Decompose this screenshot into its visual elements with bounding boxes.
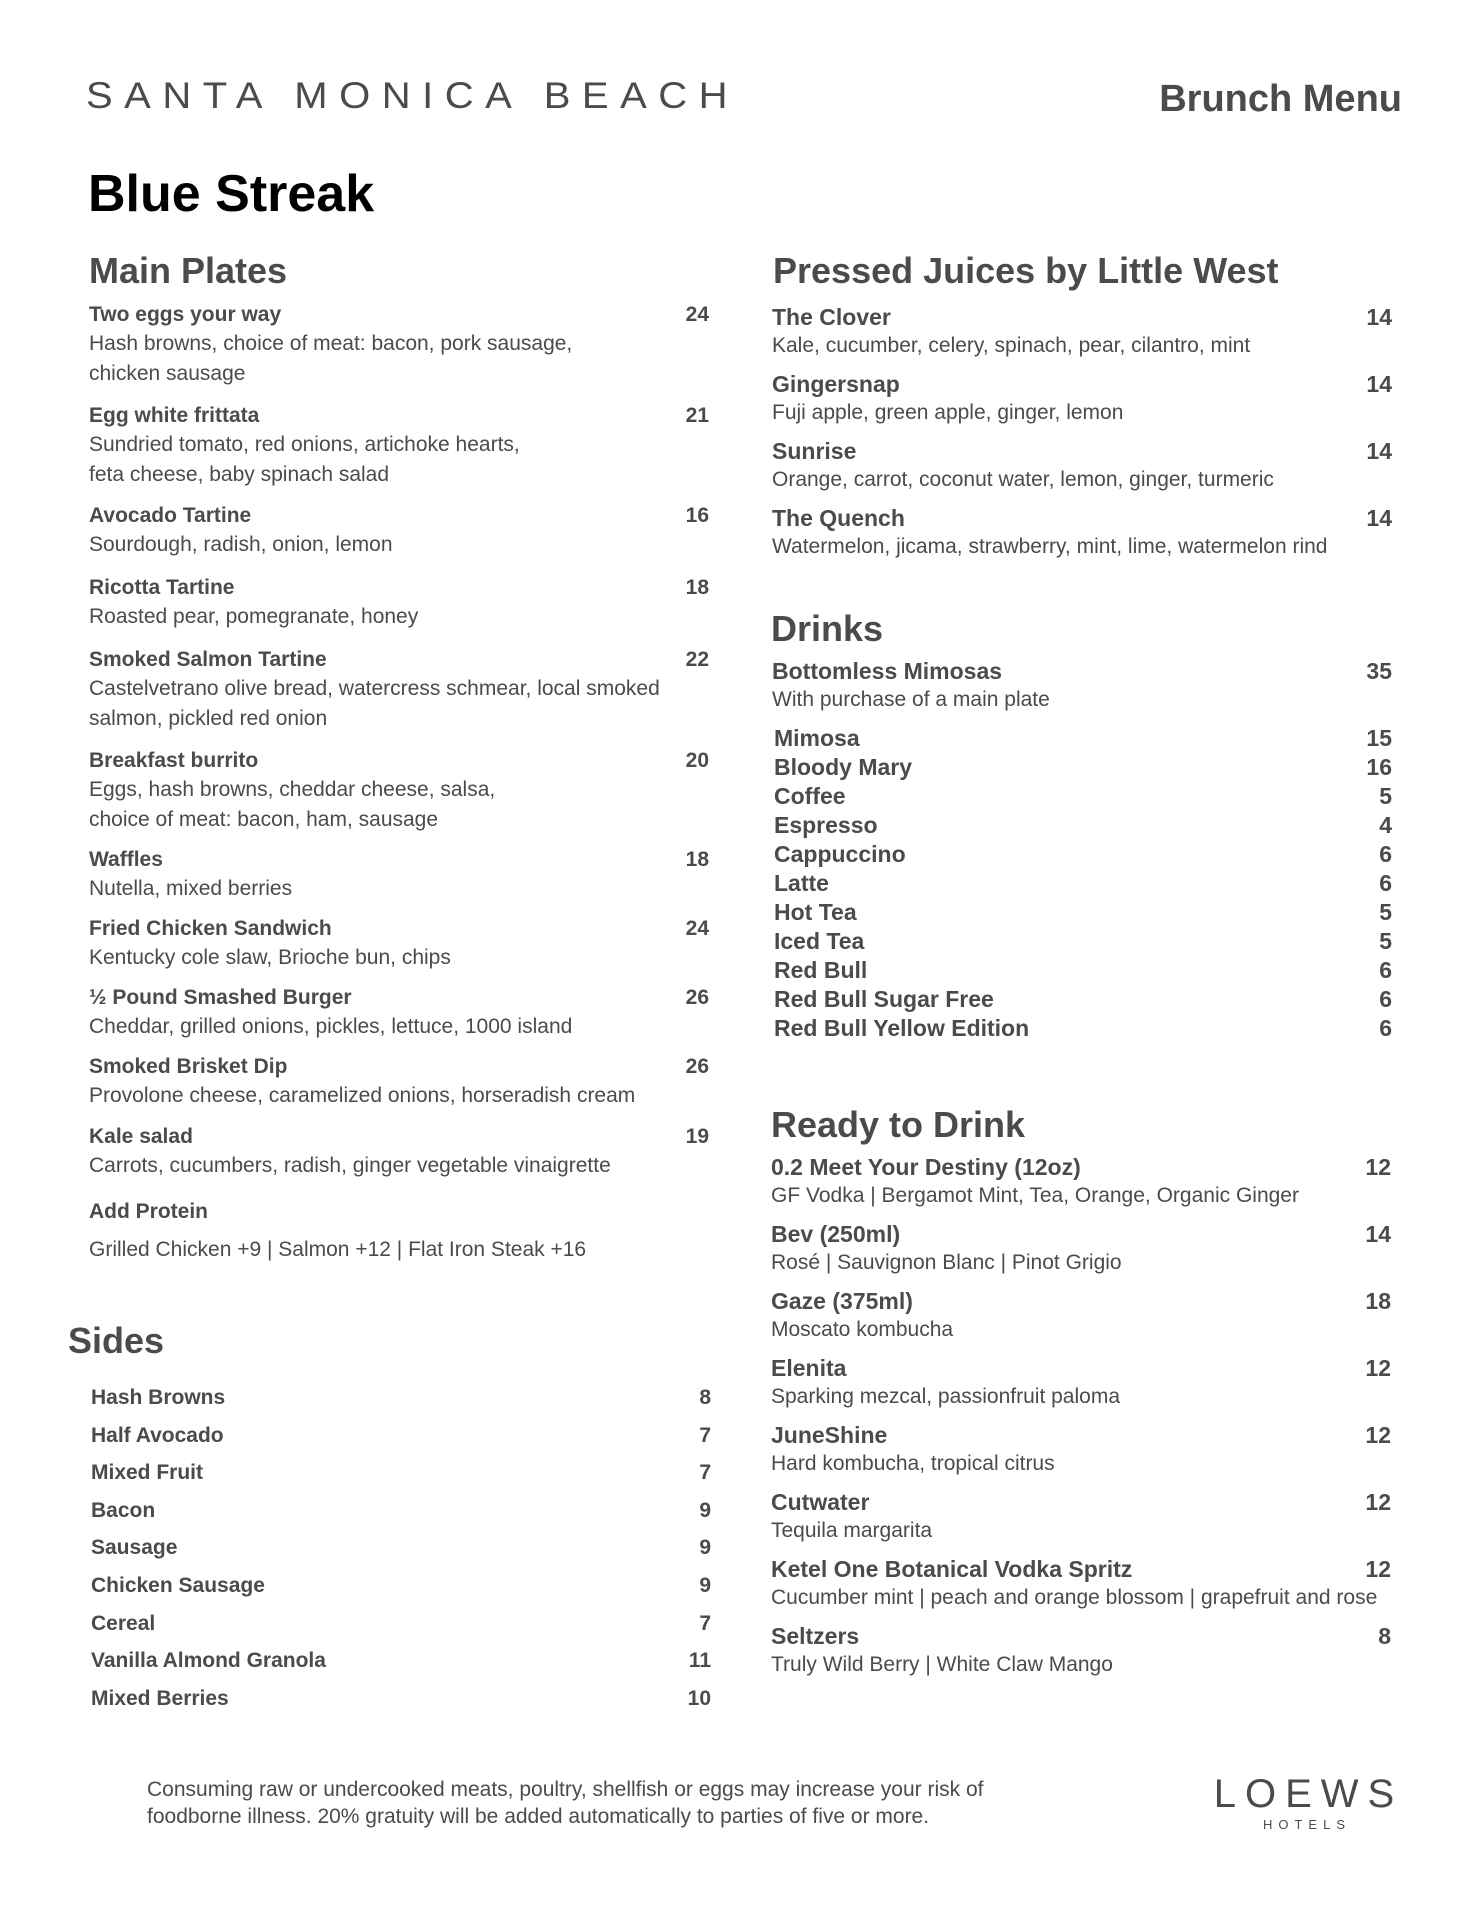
item-header-row [771,1623,1391,1650]
item-header-row [772,438,1392,465]
item-price: 18 [685,848,709,871]
item-price: 14 [1366,505,1392,531]
item-header-row [771,1422,1391,1449]
item-name: Mimosa [774,725,860,751]
item-description: Sparking mezcal, passionfruit paloma [771,1385,1121,1408]
venue-name: Blue Streak [88,165,375,223]
item-price: 22 [685,648,709,671]
item-name: Cereal [91,1611,156,1635]
main-plate-item [89,1125,709,1181]
item-name: Latte [774,870,829,896]
item-name: Two eggs your way [89,303,282,326]
drink-item [774,956,1392,985]
item-price: 5 [1379,928,1392,954]
sides-heading: Sides [68,1320,165,1361]
description-line: Provolone cheese, caramelized onions, horseradish cream [89,1084,636,1107]
item-price: 7 [699,1461,711,1485]
item-price: 16 [685,504,709,527]
item-name: Sunrise [772,438,857,464]
item-price: 35 [1366,658,1392,684]
item-price: 5 [1379,783,1392,809]
drink-item [774,840,1392,869]
add-protein-options: Grilled Chicken +9 | Salmon +12 | Flat Iron Steak +16 [89,1238,587,1261]
item-price: 11 [688,1649,711,1673]
item-description: Rosé | Sauvignon Blanc | Pinot Grigio [771,1251,1122,1274]
ready-to-drink-item [771,1623,1391,1678]
side-item [91,1379,711,1417]
juice-item [772,371,1392,426]
item-price: 15 [1366,725,1392,751]
ready-to-drink-item [771,1556,1391,1611]
item-header-row [89,1125,709,1149]
main-plate-item [89,648,709,734]
side-item [91,1454,711,1492]
item-price: 6 [1379,1015,1392,1041]
item-price: 16 [1366,754,1392,780]
item-price: 10 [687,1686,711,1710]
ready-to-drink-item [771,1154,1391,1209]
item-name: The Quench [772,505,905,531]
item-name: Bottomless Mimosas [772,658,1003,684]
item-name: Mixed Fruit [91,1461,204,1485]
item-name: Breakfast burrito [89,749,259,772]
item-name: Elenita [771,1355,847,1381]
juice-item [772,304,1392,359]
ready-to-drink-item [771,1221,1391,1276]
item-price: 6 [1379,870,1392,896]
main-plates-heading: Main Plates [89,250,288,291]
side-item [91,1605,711,1643]
item-price: 12 [1365,1556,1391,1582]
drink-item [774,782,1392,811]
item-price: 7 [699,1611,711,1635]
item-header-row [772,505,1392,532]
description-line: Sundried tomato, red onions, artichoke hearts, [89,433,520,456]
item-header-row [771,1355,1391,1382]
main-plate-item [89,404,709,490]
item-header-row [89,576,709,600]
item-header-row [89,848,709,872]
side-item [91,1567,711,1605]
item-name: Cutwater [771,1489,870,1515]
description-line: Castelvetrano olive bread, watercress schmear, local smoked [89,677,660,700]
item-price: 12 [1365,1154,1391,1180]
main-plate-item [89,986,709,1042]
item-price: 19 [685,1125,709,1148]
description-line: Eggs, hash browns, cheddar cheese, salsa, [89,778,496,801]
footer-disclaimer [147,1776,1047,1830]
item-name: Smoked Brisket Dip [89,1055,288,1078]
item-description [89,874,709,904]
item-name: Bloody Mary [774,754,913,780]
item-price: 9 [699,1536,711,1560]
add-protein-label: Add Protein [89,1200,208,1223]
juices-heading: Pressed Juices by Little West [773,250,1279,291]
item-description [89,430,709,490]
side-item [91,1492,711,1530]
item-price: 26 [685,1055,709,1078]
logo-sub-text: HOTELS [1262,1817,1351,1832]
item-description: Orange, carrot, coconut water, lemon, ginger, turmeric [772,468,1274,491]
item-price: 6 [1379,986,1392,1012]
juice-item [772,505,1392,560]
side-item [91,1529,711,1567]
item-name: Avocado Tartine [89,504,252,527]
ready-to-drink-item [771,1288,1391,1343]
main-plate-item [89,504,709,560]
item-price: 14 [1366,304,1392,330]
side-item [91,1680,711,1718]
item-description [89,1081,709,1111]
item-name: Red Bull Yellow Edition [774,1015,1030,1041]
item-description [89,530,709,560]
menu-title: Brunch Menu [1159,78,1402,120]
side-item [91,1417,711,1455]
description-line: Nutella, mixed berries [89,877,293,900]
item-description: GF Vodka | Bergamot Mint, Tea, Orange, Organic Ginger [771,1184,1299,1207]
item-name: ½ Pound Smashed Burger [89,986,352,1009]
ready-to-drink-item [771,1422,1391,1477]
item-price: 8 [1378,1623,1391,1649]
juice-item [772,438,1392,493]
item-name: Cappuccino [774,841,906,867]
item-description [89,674,709,734]
brand-wordmark: SANTA MONICA BEACH [86,76,740,117]
item-name: JuneShine [771,1422,888,1448]
item-name: Half Avocado [91,1423,224,1447]
ready-to-drink-heading: Ready to Drink [771,1104,1026,1145]
sides-list [91,1379,711,1717]
main-plate-item [89,749,709,835]
item-name: Kale salad [89,1125,193,1148]
item-header-row [89,917,709,941]
item-name: Mixed Berries [91,1686,229,1710]
item-header-row [771,1556,1391,1583]
main-plate-item [89,1055,709,1111]
item-name: The Clover [772,304,891,330]
item-name: 0.2 Meet Your Destiny (12oz) [771,1154,1081,1180]
item-description: Kale, cucumber, celery, spinach, pear, cilantro, mint [772,334,1251,357]
logo-main-text: LOEWS [1213,1772,1404,1816]
item-description [89,329,709,389]
item-description [89,775,709,835]
item-name: Red Bull Sugar Free [774,986,994,1012]
item-name: Chicken Sausage [91,1573,265,1597]
item-name: Vanilla Almond Granola [91,1649,326,1673]
item-name: Seltzers [771,1623,860,1649]
disclaimer-line-2: foodborne illness. 20% gratuity will be added automatically to parties of five or more. [147,1805,930,1828]
main-plate-item [89,303,709,389]
item-header-row [89,986,709,1010]
drink-item [774,869,1392,898]
item-header-row [89,504,709,528]
item-price: 26 [685,986,709,1009]
item-price: 20 [685,749,709,772]
item-name: Waffles [89,848,163,871]
item-name: Espresso [774,812,878,838]
item-price: 9 [699,1573,711,1597]
item-price: 6 [1379,841,1392,867]
item-name: Hash Browns [91,1386,226,1409]
item-description [89,943,709,973]
item-header-row [771,1288,1391,1315]
item-name: Ketel One Botanical Vodka Spritz [771,1556,1133,1582]
description-line: Kentucky cole slaw, Brioche bun, chips [89,946,451,969]
drink-item [774,927,1392,956]
disclaimer-line-1: Consuming raw or undercooked meats, poultry, shellfish or eggs may increase your risk of [147,1778,984,1801]
main-plate-item [89,576,709,632]
item-price: 24 [685,303,709,326]
description-line: feta cheese, baby spinach salad [89,463,390,486]
item-description [89,1012,709,1042]
item-name: Fried Chicken Sandwich [89,917,332,940]
item-header-row [89,303,709,327]
main-plate-item [89,917,709,973]
item-name: Gingersnap [772,371,900,397]
description-line: salmon, pickled red onion [89,707,328,730]
item-header-row [89,749,709,773]
drink-item [774,985,1392,1014]
item-name: Coffee [774,783,846,809]
item-description: Tequila margarita [771,1519,933,1542]
side-item [91,1642,711,1680]
description-line: Roasted pear, pomegranate, honey [89,605,419,628]
item-price: 21 [685,404,709,427]
item-price: 12 [1365,1422,1391,1448]
ready-to-drink-item [771,1355,1391,1410]
item-price: 12 [1365,1355,1391,1381]
item-description: Truly Wild Berry | White Claw Mango [771,1653,1113,1676]
description-line: chicken sausage [89,362,246,385]
drink-item [774,724,1392,753]
item-price: 9 [699,1498,711,1522]
description-line: choice of meat: bacon, ham, sausage [89,808,439,831]
item-description: Fuji apple, green apple, ginger, lemon [772,401,1124,424]
item-name: Smoked Salmon Tartine [89,648,327,671]
item-description: Hard kombucha, tropical citrus [771,1452,1055,1475]
item-price: 18 [685,576,709,599]
item-price: 7 [699,1423,711,1447]
item-price: 14 [1366,371,1392,397]
item-price: 8 [699,1386,711,1409]
item-name: Ricotta Tartine [89,576,235,599]
item-name: Red Bull [774,957,868,983]
loews-hotels-logo [1212,1772,1404,1834]
item-header-row [772,304,1392,331]
bottomless-mimosas-item [772,658,1392,713]
drink-item [774,811,1392,840]
item-price: 12 [1365,1489,1391,1515]
item-name: Hot Tea [774,899,857,925]
item-name: Gaze (375ml) [771,1288,913,1314]
drinks-heading: Drinks [771,608,884,649]
item-description: Cucumber mint | peach and orange blossom | grapefruit and rose [771,1586,1378,1609]
drink-item [774,753,1392,782]
item-description: With purchase of a main plate [772,688,1050,711]
item-description: Moscato kombucha [771,1318,954,1341]
drinks-list [774,724,1392,1043]
item-name: Iced Tea [774,928,865,954]
item-description: Watermelon, jicama, strawberry, mint, lime, watermelon rind [772,535,1328,558]
item-description [89,602,709,632]
description-line: Carrots, cucumbers, radish, ginger vegetable vinaigrette [89,1154,611,1177]
description-line: Sourdough, radish, onion, lemon [89,533,393,556]
item-description [89,1151,709,1181]
item-header-row [771,1489,1391,1516]
item-header-row [771,1154,1391,1181]
item-name: Sausage [91,1536,178,1560]
item-price: 14 [1365,1221,1391,1247]
item-price: 14 [1366,438,1392,464]
item-price: 5 [1379,899,1392,925]
item-header-row [89,648,709,672]
item-name: Bacon [91,1498,156,1522]
item-header-row [89,1055,709,1079]
item-name: Bev (250ml) [771,1221,901,1247]
description-line: Cheddar, grilled onions, pickles, lettuce, 1000 island [89,1015,573,1038]
description-line: Hash browns, choice of meat: bacon, pork sausage, [89,332,573,355]
item-header-row [771,1221,1391,1248]
item-price: 4 [1379,812,1392,838]
item-name: Egg white frittata [89,404,260,427]
item-header-row [89,404,709,428]
item-header-row [772,371,1392,398]
drink-item [774,898,1392,927]
item-price: 6 [1379,957,1392,983]
ready-to-drink-item [771,1489,1391,1544]
main-plate-item [89,848,709,904]
drink-item [774,1014,1392,1043]
item-price: 18 [1365,1288,1391,1314]
item-price: 24 [685,917,709,940]
